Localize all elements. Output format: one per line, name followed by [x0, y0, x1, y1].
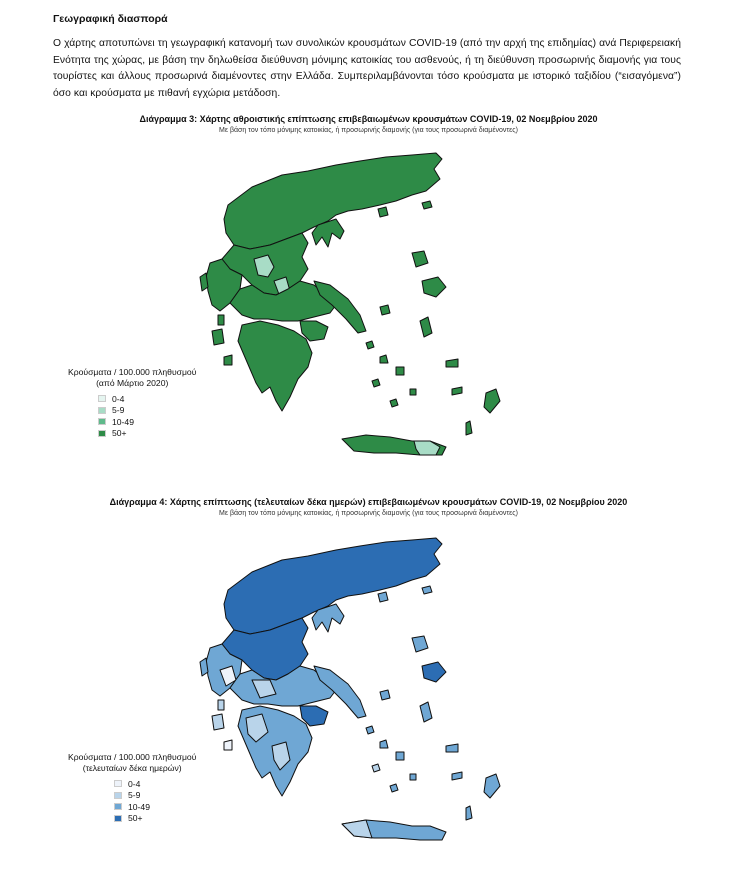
island-samos [446, 359, 458, 367]
island-cyclades-4 [372, 764, 380, 772]
chart4-legend-subtitle: (τελευταίων δέκα ημερών) [82, 763, 182, 773]
legend-label: 0-4 [112, 393, 125, 404]
island-corfu [200, 658, 208, 676]
island-kefalonia [212, 329, 224, 345]
island-samothraki [422, 586, 432, 594]
island-kos [452, 387, 462, 395]
intro-paragraph: Ο χάρτης αποτυπώνει τη γεωγραφική κατανομή των συνολικών κρουσμάτων COVID-19 (από την αρχή της επιδημίας) ανά Περιφερειακή Ενότητα της χώρας, με βάση την δηλωθείσα διεύθυνση μόνιμης κατοικίας του ασθενούς, ή τη διεύθυνση προσωρινής διαμονής για τους τουρίστες και άλλους προσωρινά διαμένοντες στην Ελλάδα. Συμπεριλαμβάνονται τόσο κρούσματα με ιστορικό ταξιδίου (“εισαγόμενα”) όσο και κρούσματα με πιθανή εγχώρια μετάδοση. [53, 38, 681, 99]
chart4-legend-item [114, 801, 196, 813]
island-cyclades-2 [380, 355, 388, 363]
chart3-subtitle: Με βάση τον τόπο μόνιμης κατοικίας, ή προσωρινής διαμονής (για τους προσωρινά διαμένοντες) [219, 127, 518, 134]
chart4-legend-item [114, 790, 196, 802]
island-skyros [380, 690, 390, 700]
chart3-legend [68, 367, 196, 439]
legend-label: 0-4 [128, 778, 141, 789]
chart3-title: Διάγραμμα 3: Χάρτης αθροιστικής επίπτωσης επιβεβαιωμένων κρουσμάτων COVID-19, 02 Νοεμβρίου 2020 [139, 114, 598, 124]
island-lemnos [412, 636, 428, 652]
island-cyclades-1 [366, 726, 374, 734]
chart4-map [190, 520, 570, 860]
chart4-subtitle: Με βάση τον τόπο μόνιμης κατοικίας, ή προσωρινής διαμονής (για τους προσωρινά διαμένοντες) [219, 510, 518, 517]
legend-label: 5-9 [112, 405, 125, 416]
chart4-legend-item [114, 813, 196, 825]
island-corfu [200, 273, 208, 291]
island-kos [452, 772, 462, 780]
island-rhodes [484, 389, 500, 413]
legend-label: 5-9 [128, 790, 141, 801]
island-lesvos [422, 277, 446, 297]
island-samos [446, 744, 458, 752]
chart4-title: Διάγραμμα 4: Χάρτης επίπτωσης (τελευταίων δέκα ημερών) επιβεβαιωμένων κρουσμάτων COVID-19, 02 Νοεμβρίου 2020 [109, 497, 628, 507]
island-skyros [380, 305, 390, 315]
legend-label: 50+ [128, 813, 143, 824]
island-thasos [378, 207, 388, 217]
legend-swatch [114, 780, 122, 787]
chart3-map [190, 135, 570, 470]
island-chios [420, 702, 432, 722]
chart3-legend-title: Κρούσματα / 100.000 πληθυσμού [68, 367, 197, 377]
chart4-legend-item [114, 778, 196, 790]
island-cyclades-5 [410, 389, 416, 395]
section-heading: Γεωγραφική διασπορά [53, 13, 168, 25]
chart3-legend-item [98, 393, 196, 405]
island-rhodes [484, 774, 500, 798]
legend-label: 10-49 [112, 416, 134, 427]
legend-swatch [98, 407, 106, 414]
legend-swatch [114, 815, 122, 822]
island-lemnos [412, 251, 428, 267]
island-zakynthos [224, 740, 232, 750]
island-cyclades-6 [390, 399, 398, 407]
region-peloponnese [238, 321, 312, 411]
island-thasos [378, 592, 388, 602]
island-lesvos [422, 662, 446, 682]
island-samothraki [422, 201, 432, 209]
region-north [224, 153, 442, 249]
legend-swatch [98, 430, 106, 437]
island-cyclades-3 [396, 367, 404, 375]
chart3-legend-item [98, 428, 196, 440]
island-cyclades-5 [410, 774, 416, 780]
island-cyclades-4 [372, 379, 380, 387]
island-cyclades-3 [396, 752, 404, 760]
legend-swatch [114, 792, 122, 799]
chart3-legend-subtitle: (από Μάρτιο 2020) [96, 378, 169, 388]
island-karpathos [466, 421, 472, 435]
island-zakynthos [224, 355, 232, 365]
legend-swatch [114, 803, 122, 810]
chart4-legend-title: Κρούσματα / 100.000 πληθυσμού [68, 752, 197, 762]
legend-swatch [98, 395, 106, 402]
island-karpathos [466, 806, 472, 820]
island-lefkada [218, 700, 224, 710]
island-cyclades-1 [366, 341, 374, 349]
chart3-legend-item [98, 405, 196, 417]
legend-swatch [98, 418, 106, 425]
legend-label: 10-49 [128, 801, 150, 812]
island-cyclades-2 [380, 740, 388, 748]
chart4-legend [68, 752, 196, 824]
legend-label: 50+ [112, 428, 127, 439]
island-kefalonia [212, 714, 224, 730]
chart3-legend-item [98, 416, 196, 428]
region-north [224, 538, 442, 634]
island-lefkada [218, 315, 224, 325]
island-chios [420, 317, 432, 337]
island-cyclades-6 [390, 784, 398, 792]
